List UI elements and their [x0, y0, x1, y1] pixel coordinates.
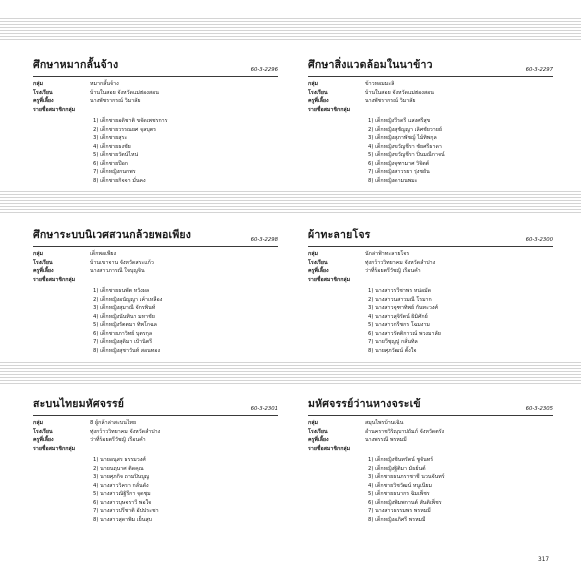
group-row	[33, 80, 278, 89]
project-info	[33, 250, 278, 284]
member-item: 3) เด็กชายสุระ	[93, 135, 128, 142]
member-item: 3) นางสาวจุฑาทิพย์ กันทะวงศ์	[368, 305, 438, 312]
member-item: 6) เด็กชายภาวิทย์ บุตรกุล	[93, 330, 153, 337]
member-item: 4) นางสาววิครา กลั่นดัง	[93, 482, 149, 489]
member-item: 5) เด็กชายวัตน์ไหน่	[93, 152, 139, 159]
school-row	[308, 428, 553, 437]
group-label: กลุ่ม	[33, 251, 43, 258]
member-item: 1) เด็กชายธนพัต หวังผล	[93, 288, 150, 295]
members-label: รายชื่อสมาชิกกลุ่ม	[308, 106, 351, 113]
member-item: 2) นายนฤนาศ ติดคุณ	[93, 465, 144, 472]
project-code: 60-3-2300	[525, 237, 553, 243]
school-label: โรงเรียน	[33, 428, 53, 435]
school-label: โรงเรียน	[308, 89, 328, 96]
member-item: 6) นางสาวบุษจราวี พอใจ	[93, 499, 152, 506]
project-info	[308, 80, 553, 114]
group-label: กลุ่ม	[308, 81, 318, 88]
member-list	[33, 287, 278, 355]
group-row	[308, 419, 553, 428]
members-label: รายชื่อสมาชิกกลุ่ม	[308, 276, 351, 283]
project-info	[33, 419, 278, 453]
teacher-value: ว่าที่ร้อยตรีวัชญิ เรือนคำ	[365, 268, 421, 275]
member-item: 8) นายศุภวัฒน์ ตั้งใจ	[368, 347, 417, 354]
project-code: 60-3-2297	[525, 67, 553, 73]
project-code: 60-3-2301	[250, 406, 278, 412]
project-title: ศึกษาสิ่งแวดล้อมในนาข้าว	[308, 59, 433, 71]
project-block	[33, 56, 278, 185]
member-item: 4) เด็กชายวิชวัฒน์ หนูเนียม	[368, 482, 433, 489]
teacher-row	[33, 97, 278, 106]
group-label: กลุ่ม	[308, 420, 318, 427]
members-label: รายชื่อสมาชิกกลุ่ม	[33, 276, 76, 283]
teacher-label: ครูพี่เลี้ยง	[308, 98, 329, 105]
member-item: 1) เด็กชายอดิชาติ ขจัดเพชรการ	[93, 118, 168, 125]
teacher-label: ครูพี่เลี้ยง	[308, 268, 329, 275]
member-item: 7) นางสาวธรรมพร พรหมมี	[368, 508, 431, 515]
member-item: 6) เด็กชายป๊อก	[93, 160, 129, 167]
member-item: 7) เด็กหญิงกนกพร	[93, 169, 136, 176]
member-item: 4) เด็กชายธงชัย	[93, 143, 131, 150]
member-item: 2) เด็กหญิงสุชัญญา เลิศชัยวายย์	[368, 126, 442, 133]
member-item: 4) เด็กหญิงขวัญชีรา ชัยศรีธาดา	[368, 143, 442, 150]
member-item: 1) นางสาวรวีชาพร หน่อมัด	[368, 288, 432, 295]
decorative-stripes-divider	[0, 191, 581, 215]
project-title: ผ้าทะลายโจร	[308, 229, 371, 241]
project-title: มหัศจรรย์ว่านหางจระเข้	[308, 398, 421, 410]
page-number: 317	[538, 557, 550, 563]
project-code: 60-3-2298	[250, 237, 278, 243]
member-item: 6) เด็กหญิงจุฑามาศ วิจิตต์	[368, 160, 430, 167]
group-row	[33, 250, 278, 259]
group-value: สมุนไพรบ้านเฉิน	[365, 420, 404, 427]
school-value: อำนคราชวิริญุบาปถัมภ์ จังหวัดตรัง	[365, 428, 445, 435]
project-info	[308, 419, 553, 453]
school-value: บ้านในสอย จังหวัดแม่ฮ่องสอน	[365, 89, 434, 96]
member-item: 8) เด็กหญิงสุชาวันท์ สอนทอง	[93, 347, 161, 354]
teacher-row	[308, 267, 553, 276]
member-item: 3) เด็กหญิงสุภาพัชญ์ ไม้ทิพกุล	[368, 135, 437, 142]
project-title: ศึกษาระบบนิเวศสวนกล้วยพอเพียง	[33, 229, 192, 241]
group-value: หมากลั้นจ้าง	[90, 81, 119, 88]
project-header	[33, 395, 278, 416]
project-header	[33, 56, 278, 77]
group-label: กลุ่ม	[33, 81, 43, 88]
school-row	[33, 428, 278, 437]
member-item: 5) นางสาวกรีชกร โฉมงาม	[368, 322, 430, 329]
member-item: 3) เด็กหญิงสุมาณี จักรพินท์	[93, 305, 156, 312]
school-label: โรงเรียน	[33, 259, 53, 266]
member-list	[308, 287, 553, 355]
school-label: โรงเรียน	[308, 428, 328, 435]
teacher-label: ครูพี่เลี้ยง	[33, 98, 54, 105]
school-value: บ้านเขาจาน จังหวัดสระแก้ว	[90, 259, 154, 266]
project-header	[308, 395, 553, 416]
teacher-value: นางสาวภารณี ใจบุญจิน	[90, 268, 145, 275]
project-block	[33, 226, 278, 355]
group-row	[33, 419, 278, 428]
member-item: 8) นางสาวสุดาพิม เย็นสุบ	[93, 516, 152, 523]
group-value: เด็กพอเพียง	[90, 251, 117, 258]
member-item: 1) นายอนุสร ธรรมวงศ์	[93, 457, 146, 464]
teacher-label: ครูพี่เลี้ยง	[33, 437, 54, 444]
decorative-stripes-divider	[0, 362, 581, 386]
school-value: บ้านในสอย จังหวัดแม่ฮ่องสอน	[90, 89, 159, 96]
teacher-row	[308, 97, 553, 106]
member-item: 2) เด็กหญิงอนัญญา เค้าเหลือง	[93, 296, 163, 303]
member-item: 2) นางสาวนสาวมณี โรมาก	[368, 296, 432, 303]
member-item: 7) เด็กหญิงสาวรยา รุ่งชยัน	[368, 169, 430, 176]
group-value: ข้าวหอมมะลิ	[365, 81, 395, 88]
group-label: กลุ่ม	[33, 420, 43, 427]
project-info	[308, 250, 553, 284]
school-row	[308, 89, 553, 98]
member-item: 7) นายวีชุญปู กลั่นทิล	[368, 339, 418, 346]
project-title: ศึกษาหมากลั้นจ้าง	[33, 59, 119, 71]
member-item: 3) นายศุภกิจ ถามปินบูญ	[93, 474, 150, 481]
member-item: 8) เด็กหญิงดามนพมะ	[368, 177, 418, 184]
member-item: 8) เด็กชายกิจจา มั่นคง	[93, 177, 146, 184]
school-row	[33, 89, 278, 98]
school-value: ทุ่งกว้าววิทยาคม จังหวัดลำปาง	[365, 259, 436, 266]
school-value: ทุ่งกว้าววิทยาคม จังหวัดลำปาง	[90, 428, 161, 435]
member-item: 2) เด็กหญิงฐิติมา มัธย์นต์	[368, 465, 426, 472]
members-label: รายชื่อสมาชิกกลุ่ม	[33, 106, 76, 113]
member-item: 5) เด็กหญิงรัตตมา ทิพโกฉล	[93, 322, 157, 329]
member-list	[33, 117, 278, 185]
project-code: 60-3-2305	[525, 406, 553, 412]
school-row	[308, 259, 553, 268]
member-item: 3) เด็กชายธนภราชาชี นวนจันทร์	[368, 474, 445, 481]
group-value: นักล่าฟ้าทะลายโจร	[365, 251, 410, 258]
project-block	[33, 395, 278, 524]
project-header	[308, 226, 553, 247]
teacher-row	[308, 436, 553, 445]
project-block	[308, 226, 553, 355]
member-list	[33, 456, 278, 524]
group-row	[308, 250, 553, 259]
project-code: 60-3-2296	[250, 67, 278, 73]
teacher-value: นางพัชรากรณ์ วิมาลัย	[365, 98, 416, 105]
teacher-value: ว่าที่ร้อยตรีวัชญิ เรือนคำ	[90, 437, 146, 444]
members-label: รายชื่อสมาชิกกลุ่ม	[308, 445, 351, 452]
member-item: 7) เด็กหญิงสุดิมา เป้านิตรี	[93, 339, 153, 346]
group-value: 8 ผู้กล้าล่าสะบนไทย	[90, 420, 137, 427]
teacher-row	[33, 436, 278, 445]
member-item: 6) นางสาวรัตติกาวณ์ พวงมาลัย	[368, 330, 441, 337]
teacher-value: นางพัชรากรณ์ วิมาลัย	[90, 98, 141, 105]
project-block	[308, 395, 553, 524]
project-header	[308, 56, 553, 77]
teacher-row	[33, 267, 278, 276]
member-list	[308, 456, 553, 524]
member-item: 7) นางสาวปรีชาติ อัปประชา	[93, 508, 159, 515]
member-item: 2) เด็กชายวรรณยศ จุลบุตร	[93, 126, 156, 133]
project-header	[33, 226, 278, 247]
member-item: 4) นางสาวสุจิรัตน์ ผิมิศักย์	[368, 313, 428, 320]
project-title: สะบนไทยมหัศจรรย์	[33, 398, 125, 410]
member-item: 6) เด็กหญิงพิมพกานต์ สันติเพ็ชร	[368, 499, 442, 506]
group-label: กลุ่ม	[308, 251, 318, 258]
members-label: รายชื่อสมาชิกกลุ่ม	[33, 445, 76, 452]
group-row	[308, 80, 553, 89]
member-item: 5) เด็กหญิงขวัญชีรา ปิ่นมณีกาจน์	[368, 152, 445, 159]
member-item: 1) เด็กหญิงวีรดรี แสงศรีสุข	[368, 118, 431, 125]
teacher-label: ครูพี่เลี้ยง	[308, 437, 329, 444]
member-item: 1) เด็กหญิงชินทรัตน์ ชูจันทร์	[368, 457, 434, 464]
decorative-stripes-top	[0, 18, 581, 40]
school-label: โรงเรียน	[308, 259, 328, 266]
project-info	[33, 80, 278, 114]
member-item: 5) เด็กชายธนากร ฉิมเพ็ชร	[368, 491, 430, 498]
project-block	[308, 56, 553, 185]
member-item: 8) เด็กหญิงอภิศรี พรหมมี	[368, 516, 426, 523]
teacher-value: นางพรรณี พรหมมี	[365, 437, 407, 444]
school-row	[33, 259, 278, 268]
member-list	[308, 117, 553, 185]
member-item: 4) เด็กหญิงนันทินา มหาชัย	[93, 313, 155, 320]
school-label: โรงเรียน	[33, 89, 53, 96]
teacher-label: ครูพี่เลี้ยง	[33, 268, 54, 275]
member-item: 5) นางสาวณิฐิรีกา จุดชุม	[93, 491, 151, 498]
